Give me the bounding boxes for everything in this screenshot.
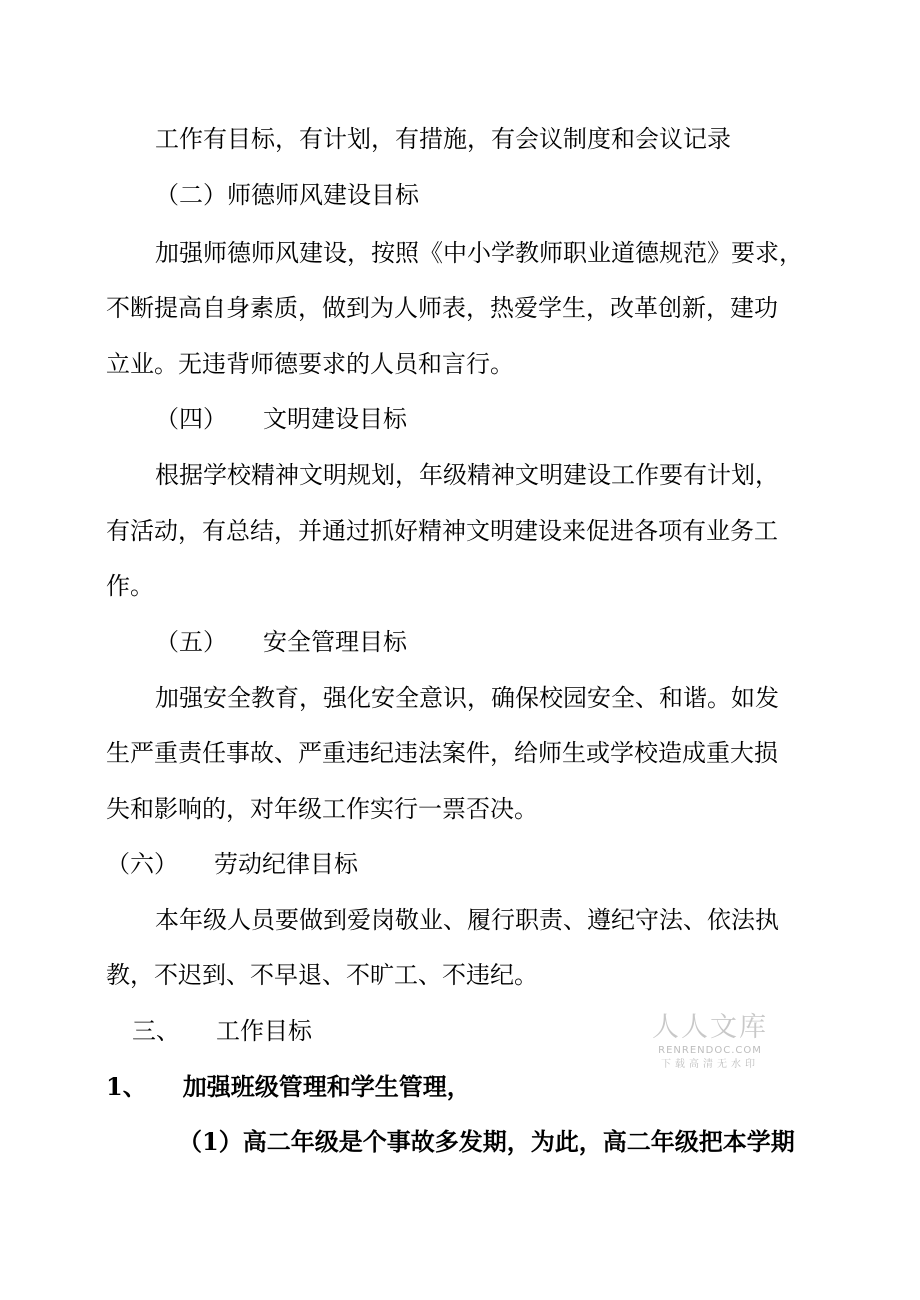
paragraph-line: 作。 xyxy=(106,572,154,600)
paragraph-line: 有活动，有总结，并通过抓好精神文明建设来促进各项有业务工 xyxy=(106,517,778,545)
section-heading: （四） 文明建设目标 xyxy=(155,405,407,433)
watermark-logo xyxy=(640,1012,780,1072)
paragraph-line: 工作有目标，有计划，有措施，有会议制度和会议记录 xyxy=(155,125,731,153)
paragraph-line: 根据学校精神文明规划，年级精神文明建设工作要有计划， xyxy=(155,461,779,489)
section-heading: （二）师德师风建设目标 xyxy=(155,181,419,209)
paragraph-line: 加强师德师风建设，按照《中小学教师职业道德规范》要求， xyxy=(155,239,803,267)
watermark-site: RENRENDOC.COM xyxy=(658,1045,762,1056)
paragraph-line: 生严重责任事故、严重违纪违法案件，给师生或学校造成重大损 xyxy=(106,739,778,767)
paragraph-line: 教，不迟到、不早退、不旷工、不违纪。 xyxy=(106,961,538,989)
paragraph-line: 加强安全教育，强化安全意识，确保校园安全、和谐。如发 xyxy=(155,684,779,712)
paragraph-line: 本年级人员要做到爱岗敬业、履行职责、遵纪守法、依法执 xyxy=(155,906,779,934)
section-heading: （六） 劳动纪律目标 xyxy=(106,850,358,878)
section-heading: （五） 安全管理目标 xyxy=(155,628,407,656)
watermark-title: 人人文库 xyxy=(652,1012,768,1043)
numbered-item: （1）高二年级是个事故多发期，为此，高二年级把本学期 xyxy=(178,1127,795,1156)
section-heading: 三、 工作目标 xyxy=(132,1017,312,1045)
paragraph-line: 失和影响的，对年级工作实行一票否决。 xyxy=(106,795,538,823)
watermark-tagline: 下载高清无水印 xyxy=(661,1059,759,1070)
paragraph-line: 不断提高自身素质，做到为人师表，热爱学生，改革创新，建功 xyxy=(106,294,778,322)
numbered-item: 1、 加强班级管理和学生管理， xyxy=(106,1072,471,1101)
paragraph-line: 立业。无违背师德要求的人员和言行。 xyxy=(106,350,514,378)
